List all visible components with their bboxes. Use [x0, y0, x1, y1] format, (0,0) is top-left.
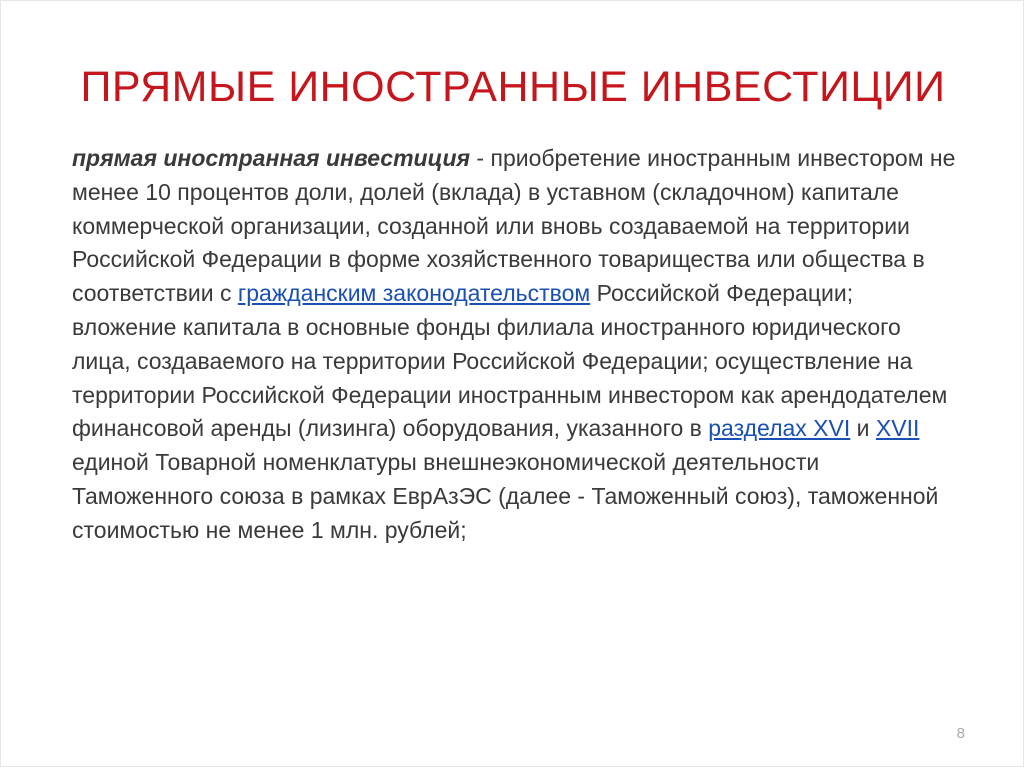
definition-text-part-1: - приобретение иностранным инвестором не менее 10 процентов доли, долей (вклада) в уставном (складочном) капитале коммерческой организации, созданной или вновь создаваемой на территории Российской Федерации в форме хозяйственного товарищества или общества в соответствии с: [72, 145, 956, 307]
page-number: 8: [956, 725, 965, 742]
definition-text-part-3: и: [850, 415, 876, 442]
definition-text-part-4: единой Товарной номенклатуры внешнеэкономической деятельности Таможенного союза в рамках ЕврАзЭС (далее - Таможенный союз), таможенной стоимостью не менее 1 млн. рублей;: [72, 449, 939, 543]
section-xvii-link[interactable]: XVII: [875, 415, 920, 442]
slide-title: ПРЯМЫЕ ИНОСТРАННЫЕ ИНВЕСТИЦИИ: [80, 63, 946, 111]
definition-paragraph: [72, 142, 962, 548]
definition-text-part-2: Российской Федерации; вложение капитала в основные фонды филиала иностранного юридического лица, создаваемого на территории Российской Федерации; осуществление на территории Российской Федерации иностранным инвестором как арендодателем финансовой аренды (лизинга) оборудования, указанного в: [72, 280, 948, 442]
defined-term: прямая иностранная инвестиция: [72, 145, 471, 171]
civil-law-link[interactable]: гражданским законодательством: [237, 280, 591, 307]
sections-xvi-link[interactable]: разделах XVI: [708, 415, 851, 442]
